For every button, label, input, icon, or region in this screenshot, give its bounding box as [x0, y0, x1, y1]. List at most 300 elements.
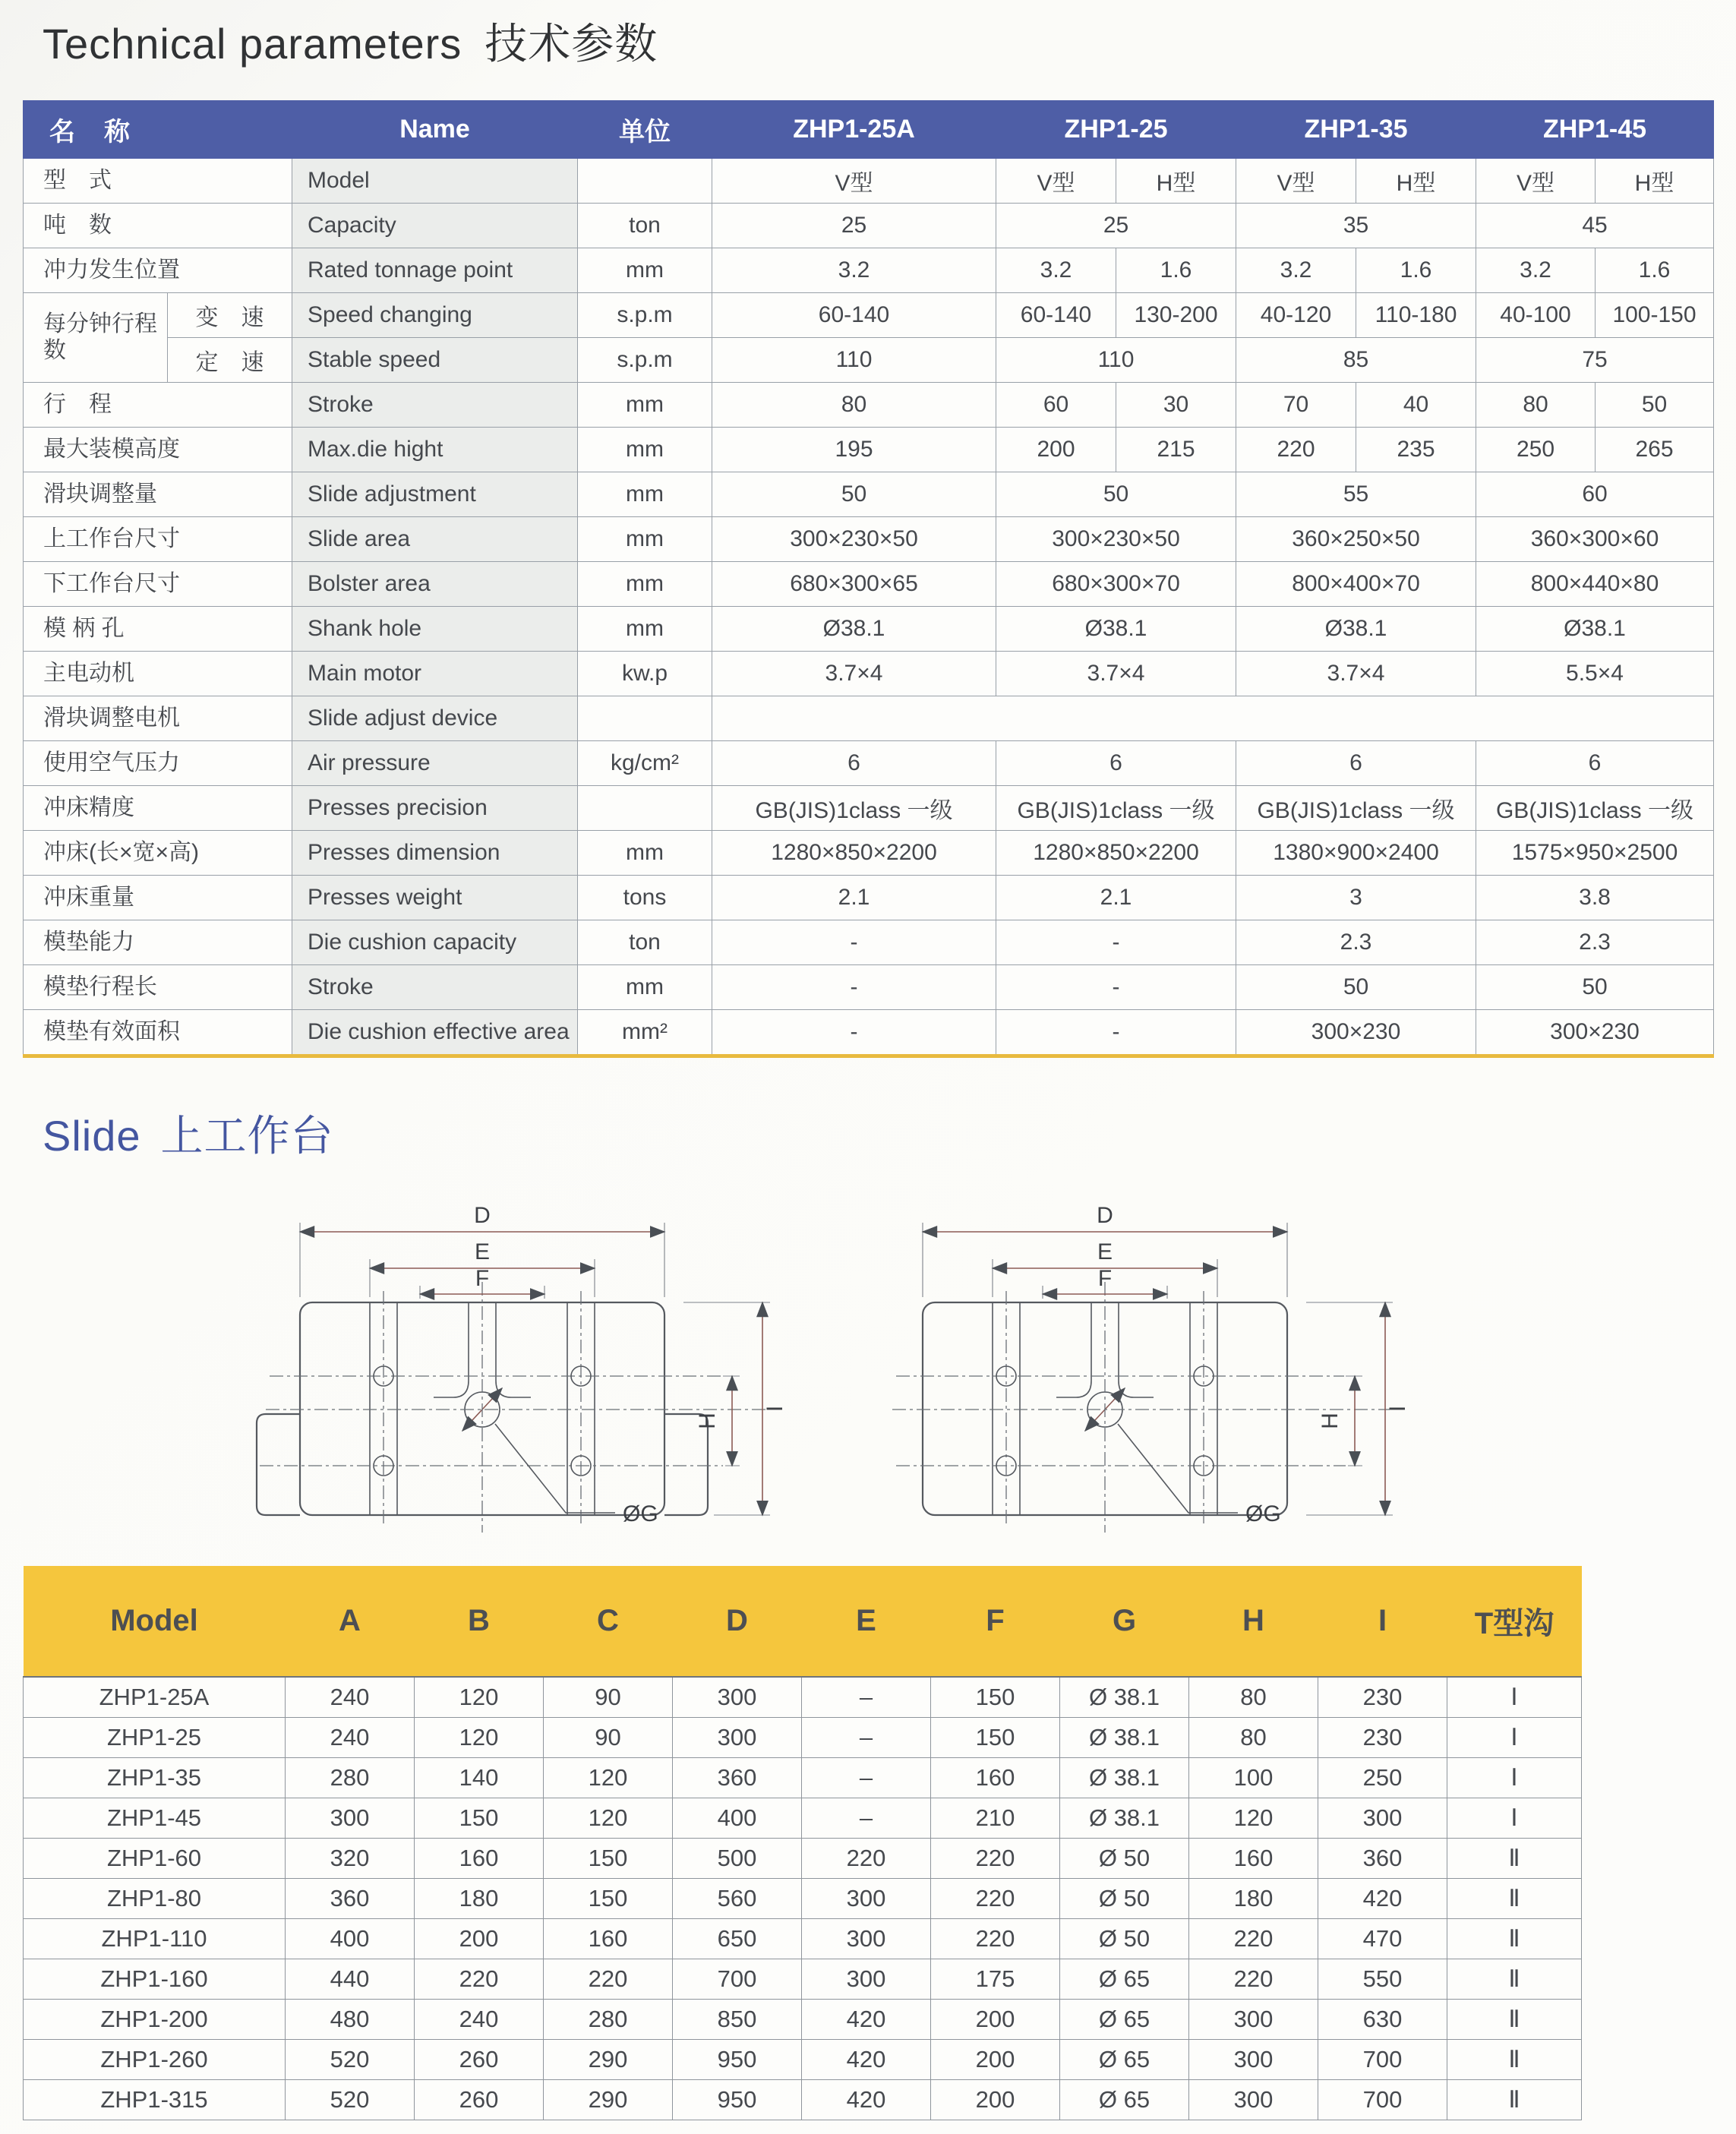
row-label-zh: 冲力发生位置 [24, 248, 292, 293]
value-cell: Ø 65 [1060, 2000, 1189, 2040]
spec-row [24, 652, 1714, 696]
value-cell: GB(JIS)1class 一级 [1476, 786, 1714, 831]
row-label-en: Air pressure [292, 741, 578, 786]
value-cell: Ⅱ [1447, 1959, 1582, 2000]
slide-diagrams [228, 1185, 1428, 1542]
row-label-zh: 滑块调整电机 [24, 696, 292, 741]
value-cell: 40 [1356, 383, 1476, 428]
value-cell: Ⅰ [1447, 1718, 1582, 1758]
value-cell: - [996, 1010, 1236, 1056]
value-cell: 110 [996, 338, 1236, 383]
slide-row [24, 1758, 1582, 1798]
spec-row [24, 248, 1714, 293]
value-cell: 700 [1318, 2080, 1447, 2120]
value-cell: Ⅱ [1447, 2000, 1582, 2040]
value-cell: 60 [1476, 472, 1714, 517]
value-cell: 420 [802, 2040, 931, 2080]
value-cell: 300 [1189, 2040, 1318, 2080]
row-unit [578, 786, 712, 831]
value-cell: - [712, 1010, 996, 1056]
spec-row [24, 920, 1714, 965]
value-cell: GB(JIS)1class 一级 [712, 786, 996, 831]
value-cell: Ø 38.1 [1060, 1798, 1189, 1839]
value-cell: 25 [996, 204, 1236, 248]
value-cell: 420 [802, 2000, 931, 2040]
slide-col-a: A [286, 1566, 415, 1677]
row-label-zh: 主电动机 [24, 652, 292, 696]
value-cell: 700 [1318, 2040, 1447, 2080]
row-label-en: Presses precision [292, 786, 578, 831]
value-cell: 60 [996, 383, 1116, 428]
row-label-zh: 使用空气压力 [24, 741, 292, 786]
row-label-en: Shank hole [292, 607, 578, 652]
value-cell: 210 [931, 1798, 1060, 1839]
slide-row [24, 2000, 1582, 2040]
row-label-en: Bolster area [292, 562, 578, 607]
value-cell: - [996, 965, 1236, 1010]
row-label-zh: 吨 数 [24, 204, 292, 248]
row-label-zh: 型 式 [24, 159, 292, 204]
value-cell: 80 [1476, 383, 1596, 428]
value-cell: 130-200 [1116, 293, 1236, 338]
value-cell: 550 [1318, 1959, 1447, 2000]
model-cell: ZHP1-45 [24, 1798, 286, 1839]
row-label-zh: 冲床重量 [24, 876, 292, 920]
value-cell: 150 [931, 1718, 1060, 1758]
value-cell: 280 [544, 2000, 673, 2040]
value-cell: 150 [544, 1839, 673, 1879]
value-cell: 1575×950×2500 [1476, 831, 1714, 876]
spec-row [24, 517, 1714, 562]
value-cell: 160 [544, 1919, 673, 1959]
value-cell: V型 [712, 159, 996, 204]
spec-row [24, 1010, 1714, 1056]
value-cell: 215 [1116, 428, 1236, 472]
col-header-unit: 单位 [578, 101, 712, 159]
value-cell: Ø38.1 [1476, 607, 1714, 652]
value-cell: 80 [1189, 1718, 1318, 1758]
value-cell: 25 [712, 204, 996, 248]
row-label-en: Capacity [292, 204, 578, 248]
model-cell: ZHP1-260 [24, 2040, 286, 2080]
value-cell: 160 [931, 1758, 1060, 1798]
col-header-model-zhp1-35: ZHP1-35 [1236, 101, 1476, 159]
row-unit: mm² [578, 1010, 712, 1056]
spec-row [24, 338, 1714, 383]
value-cell: 300×230×50 [996, 517, 1236, 562]
row-unit: ton [578, 204, 712, 248]
spec-row [24, 741, 1714, 786]
value-cell: 40-100 [1476, 293, 1596, 338]
slide-row [24, 1879, 1582, 1919]
value-cell: 3.2 [712, 248, 996, 293]
value-cell: Ⅱ [1447, 1839, 1582, 1879]
value-cell: – [802, 1758, 931, 1798]
dim-label-D: D [1097, 1203, 1113, 1228]
value-cell: Ⅰ [1447, 1798, 1582, 1839]
slide-col-f: F [931, 1566, 1060, 1677]
value-cell: Ø 65 [1060, 1959, 1189, 2000]
value-cell: 2.1 [996, 876, 1236, 920]
value-cell: 120 [544, 1758, 673, 1798]
value-cell: GB(JIS)1class 一级 [996, 786, 1236, 831]
row-unit: mm [578, 248, 712, 293]
slide-col-b: B [415, 1566, 544, 1677]
value-cell: 420 [1318, 1879, 1447, 1919]
row-label-en: Slide area [292, 517, 578, 562]
value-cell: Ø 50 [1060, 1919, 1189, 1959]
value-cell: 300 [802, 1959, 931, 2000]
spec-row [24, 562, 1714, 607]
value-cell: 680×300×70 [996, 562, 1236, 607]
value-cell: 120 [415, 1718, 544, 1758]
value-cell: GB(JIS)1class 一级 [1236, 786, 1476, 831]
value-cell: 85 [1236, 338, 1476, 383]
value-cell: 3.7×4 [712, 652, 996, 696]
value-cell: 850 [673, 2000, 802, 2040]
value-cell: 60-140 [712, 293, 996, 338]
row-unit: kw.p [578, 652, 712, 696]
value-cell: 300 [802, 1919, 931, 1959]
row-unit: mm [578, 472, 712, 517]
row-label-en: Die cushion effective area [292, 1010, 578, 1056]
slide-col-i: I [1318, 1566, 1447, 1677]
value-cell: Ⅱ [1447, 1919, 1582, 1959]
model-cell: ZHP1-60 [24, 1839, 286, 1879]
spec-header-row [24, 101, 1714, 159]
slide-row [24, 2040, 1582, 2080]
value-cell: Ø 38.1 [1060, 1677, 1189, 1718]
row-label-zh: 每分钟行程数 [24, 293, 168, 383]
value-cell: 1280×850×2200 [712, 831, 996, 876]
value-cell: - [712, 920, 996, 965]
value-cell: 220 [544, 1959, 673, 2000]
value-cell: 950 [673, 2040, 802, 2080]
value-cell: 40-120 [1236, 293, 1356, 338]
row-label-zh: 模垫能力 [24, 920, 292, 965]
value-cell: 300 [286, 1798, 415, 1839]
slide-row [24, 1798, 1582, 1839]
value-cell: - [712, 965, 996, 1010]
section-title-slide [43, 1103, 334, 1163]
value-cell: 520 [286, 2040, 415, 2080]
value-cell: Ⅱ [1447, 2080, 1582, 2120]
slide-row [24, 1718, 1582, 1758]
value-cell: 230 [1318, 1677, 1447, 1718]
row-sublabel-zh: 定 速 [168, 338, 292, 383]
row-unit: mm [578, 517, 712, 562]
value-cell: 6 [1236, 741, 1476, 786]
value-cell: 45 [1476, 204, 1714, 248]
row-unit: tons [578, 876, 712, 920]
value-cell: Ⅰ [1447, 1677, 1582, 1718]
value-cell: H型 [1116, 159, 1236, 204]
row-label-zh: 行 程 [24, 383, 292, 428]
spec-row [24, 472, 1714, 517]
value-cell: 200 [931, 2000, 1060, 2040]
value-cell: 520 [286, 2080, 415, 2120]
row-unit: mm [578, 428, 712, 472]
row-unit: mm [578, 965, 712, 1010]
slide-header-row [24, 1566, 1582, 1677]
value-cell: 360×300×60 [1476, 517, 1714, 562]
model-cell: ZHP1-25 [24, 1718, 286, 1758]
value-cell: 150 [931, 1677, 1060, 1718]
dim-label-H: H [695, 1413, 720, 1429]
slide-table [23, 1566, 1582, 2120]
value-cell: 150 [415, 1798, 544, 1839]
centerlines [260, 1282, 767, 1533]
value-cell: 2.3 [1476, 920, 1714, 965]
value-cell: 175 [931, 1959, 1060, 2000]
value-cell: 5.5×4 [1476, 652, 1714, 696]
left-ear [257, 1414, 300, 1515]
value-cell: 300 [1189, 2080, 1318, 2120]
col-header-model-zhp1-25: ZHP1-25 [996, 101, 1236, 159]
row-label-en: Stroke [292, 383, 578, 428]
row-label-en: Stable speed [292, 338, 578, 383]
value-cell: 220 [415, 1959, 544, 2000]
row-label-en: Main motor [292, 652, 578, 696]
value-cell: – [802, 1677, 931, 1718]
value-cell: 265 [1596, 428, 1714, 472]
value-cell: V型 [1476, 159, 1596, 204]
value-cell: 110-180 [1356, 293, 1476, 338]
dim-label-I: I [762, 1405, 788, 1413]
value-cell: 240 [286, 1718, 415, 1758]
slide-row [24, 1677, 1582, 1718]
dim-label-E: E [474, 1239, 491, 1264]
row-unit [578, 696, 712, 741]
value-cell: 70 [1236, 383, 1356, 428]
spec-row [24, 428, 1714, 472]
value-cell: 230 [1318, 1718, 1447, 1758]
row-label-zh: 模垫有效面积 [24, 1010, 292, 1056]
value-cell: 80 [1189, 1677, 1318, 1718]
slide-col-tslot: T型沟 [1447, 1566, 1582, 1677]
value-cell: 35 [1236, 204, 1476, 248]
col-header-model-zhp1-45: ZHP1-45 [1476, 101, 1714, 159]
dim-label-F: F [475, 1266, 490, 1291]
value-cell: Ø38.1 [996, 607, 1236, 652]
row-unit: kg/cm² [578, 741, 712, 786]
value-cell: Ø 38.1 [1060, 1718, 1189, 1758]
dim-label-F: F [1097, 1266, 1113, 1291]
dim-label-G: ØG [1245, 1501, 1281, 1526]
spec-row [24, 383, 1714, 428]
value-cell: Ø 50 [1060, 1879, 1189, 1919]
dim-label-E: E [1097, 1239, 1113, 1264]
value-cell [712, 696, 1714, 741]
value-cell: 290 [544, 2040, 673, 2080]
row-unit: mm [578, 562, 712, 607]
row-label-en: Presses weight [292, 876, 578, 920]
spec-row [24, 696, 1714, 741]
value-cell: 200 [931, 2040, 1060, 2080]
row-unit: mm [578, 383, 712, 428]
value-cell: 300 [1189, 2000, 1318, 2040]
value-cell: 140 [415, 1758, 544, 1798]
value-cell: 1.6 [1356, 248, 1476, 293]
value-cell: 100-150 [1596, 293, 1714, 338]
value-cell: 360 [1318, 1839, 1447, 1879]
value-cell: 180 [1189, 1879, 1318, 1919]
value-cell: 120 [544, 1798, 673, 1839]
value-cell: 260 [415, 2080, 544, 2120]
value-cell: Ø38.1 [712, 607, 996, 652]
value-cell: 220 [1189, 1919, 1318, 1959]
value-cell: 300 [673, 1677, 802, 1718]
page-title-en: Technical parameters [43, 20, 462, 68]
slide-diagram-type2 [851, 1185, 1428, 1542]
row-label-en: Rated tonnage point [292, 248, 578, 293]
row-label-en: Max.die hight [292, 428, 578, 472]
row-label-en: Model [292, 159, 578, 204]
spec-row [24, 786, 1714, 831]
value-cell: Ⅱ [1447, 1879, 1582, 1919]
row-unit: s.p.m [578, 338, 712, 383]
value-cell: 50 [996, 472, 1236, 517]
row-label-zh: 下工作台尺寸 [24, 562, 292, 607]
row-unit: mm [578, 831, 712, 876]
row-label-zh: 冲床(长×宽×高) [24, 831, 292, 876]
value-cell: 120 [1189, 1798, 1318, 1839]
col-header-model-zhp1-25a: ZHP1-25A [712, 101, 996, 159]
value-cell: 680×300×65 [712, 562, 996, 607]
value-cell: 150 [544, 1879, 673, 1919]
slide-table-body [24, 1677, 1582, 2120]
dim-label-I: I [1385, 1405, 1410, 1413]
value-cell: 2.3 [1236, 920, 1476, 965]
row-label-zh: 模 柄 孔 [24, 607, 292, 652]
value-cell: 235 [1356, 428, 1476, 472]
value-cell: 200 [996, 428, 1116, 472]
value-cell: 360×250×50 [1236, 517, 1476, 562]
value-cell: 90 [544, 1677, 673, 1718]
value-cell: 420 [802, 2080, 931, 2120]
model-cell: ZHP1-200 [24, 2000, 286, 2040]
value-cell: 300×230 [1476, 1010, 1714, 1056]
value-cell: V型 [996, 159, 1116, 204]
value-cell: 160 [415, 1839, 544, 1879]
row-label-zh: 最大装模高度 [24, 428, 292, 472]
value-cell: 3.7×4 [1236, 652, 1476, 696]
value-cell: 260 [415, 2040, 544, 2080]
value-cell: 630 [1318, 2000, 1447, 2040]
value-cell: 240 [286, 1677, 415, 1718]
spec-table-body [24, 159, 1714, 1056]
spec-row [24, 876, 1714, 920]
value-cell: 220 [1236, 428, 1356, 472]
value-cell: 250 [1476, 428, 1596, 472]
value-cell: 220 [931, 1919, 1060, 1959]
value-cell: Ⅱ [1447, 2040, 1582, 2080]
value-cell: 400 [673, 1798, 802, 1839]
row-label-zh: 上工作台尺寸 [24, 517, 292, 562]
value-cell: 800×440×80 [1476, 562, 1714, 607]
value-cell: Ø 65 [1060, 2040, 1189, 2080]
slide-col-model: Model [24, 1566, 286, 1677]
slide-row [24, 1919, 1582, 1959]
value-cell: 470 [1318, 1919, 1447, 1959]
slide-col-e: E [802, 1566, 931, 1677]
model-cell: ZHP1-25A [24, 1677, 286, 1718]
slide-diagram-type1 [228, 1185, 805, 1542]
value-cell: 3.2 [1236, 248, 1356, 293]
value-cell: 2.1 [712, 876, 996, 920]
value-cell: 3 [1236, 876, 1476, 920]
spec-row [24, 831, 1714, 876]
value-cell: H型 [1356, 159, 1476, 204]
spec-row [24, 293, 1714, 338]
row-label-zh: 滑块调整量 [24, 472, 292, 517]
value-cell: 6 [712, 741, 996, 786]
value-cell: Ø38.1 [1236, 607, 1476, 652]
slide-col-g: G [1060, 1566, 1189, 1677]
slide-row [24, 1959, 1582, 2000]
value-cell: 195 [712, 428, 996, 472]
value-cell: 55 [1236, 472, 1476, 517]
value-cell: 1280×850×2200 [996, 831, 1236, 876]
value-cell: Ø 65 [1060, 2080, 1189, 2120]
value-cell: 3.2 [996, 248, 1116, 293]
model-cell: ZHP1-160 [24, 1959, 286, 2000]
value-cell: 650 [673, 1919, 802, 1959]
section-title-zh: 上工作台 [160, 1112, 334, 1160]
spec-row [24, 159, 1714, 204]
value-cell: 1.6 [1596, 248, 1714, 293]
value-cell: 3.8 [1476, 876, 1714, 920]
value-cell: 90 [544, 1718, 673, 1758]
row-label-en: Slide adjust device [292, 696, 578, 741]
page-title [43, 11, 658, 71]
row-label-en: Presses dimension [292, 831, 578, 876]
dim-label-G: ØG [623, 1501, 658, 1526]
col-header-name-zh: 名 称 [24, 101, 292, 159]
section-title-en: Slide [43, 1112, 141, 1160]
value-cell: 120 [415, 1677, 544, 1718]
value-cell: - [996, 920, 1236, 965]
value-cell: Ø 38.1 [1060, 1758, 1189, 1798]
value-cell: 300×230×50 [712, 517, 996, 562]
value-cell: H型 [1596, 159, 1714, 204]
row-unit: mm [578, 607, 712, 652]
slide-col-h: H [1189, 1566, 1318, 1677]
value-cell: 700 [673, 1959, 802, 2000]
value-cell: 220 [931, 1879, 1060, 1919]
model-cell: ZHP1-80 [24, 1879, 286, 1919]
row-unit: s.p.m [578, 293, 712, 338]
row-label-en: Stroke [292, 965, 578, 1010]
model-cell: ZHP1-35 [24, 1758, 286, 1798]
row-unit [578, 159, 712, 204]
value-cell: 100 [1189, 1758, 1318, 1798]
model-cell: ZHP1-110 [24, 1919, 286, 1959]
slide-row [24, 1839, 1582, 1879]
value-cell: 500 [673, 1839, 802, 1879]
value-cell: 80 [712, 383, 996, 428]
centerlines [892, 1282, 1390, 1533]
value-cell: 290 [544, 2080, 673, 2120]
value-cell: 400 [286, 1919, 415, 1959]
spec-row [24, 607, 1714, 652]
spec-table [23, 100, 1714, 1058]
value-cell: 440 [286, 1959, 415, 2000]
slide-col-d: D [673, 1566, 802, 1677]
value-cell: V型 [1236, 159, 1356, 204]
value-cell: 1380×900×2400 [1236, 831, 1476, 876]
value-cell: 3.7×4 [996, 652, 1236, 696]
